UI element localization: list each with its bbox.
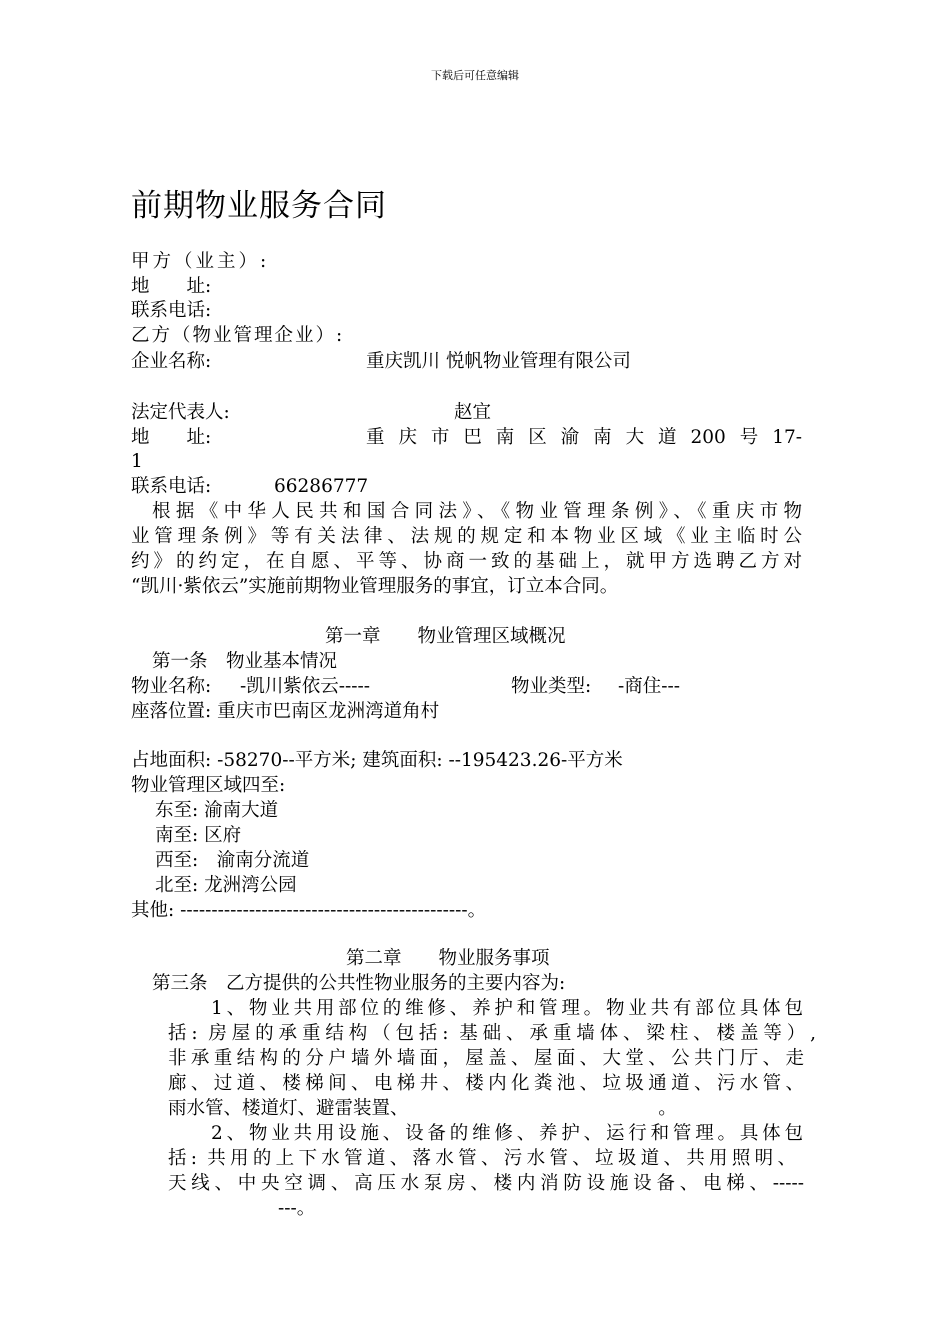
- article-3-heading: 第三条 乙方提供的公共性物业服务的主要内容为:: [152, 973, 566, 994]
- party-b-address-label: 地 址:: [131, 427, 212, 448]
- preamble-line: 约》的约定，在自愿、平等、协商一致的基础上，就甲方选聘乙方对: [131, 551, 802, 572]
- property-name-label: 物业名称:: [131, 676, 212, 697]
- boundary-south: 南至: 区府: [155, 825, 242, 846]
- party-b-label: 乙方（物业管理企业）:: [131, 325, 345, 346]
- legal-rep-label: 法定代表人:: [131, 402, 230, 423]
- legal-rep-value: 赵宜: [454, 402, 492, 423]
- party-b-phone-label: 联系电话:: [131, 476, 212, 497]
- page-header: 下载后可任意编辑: [431, 69, 519, 82]
- party-b-address-value: 重庆市巴南区渝南大道200号17-: [366, 427, 802, 448]
- property-type-value: -商住---: [618, 676, 681, 697]
- preamble-line: “凯川·紫依云”实施前期物业管理服务的事宜，订立本合同。: [131, 576, 619, 597]
- boundary-north: 北至: 龙洲湾公园: [155, 875, 297, 896]
- company-name-label: 企业名称:: [131, 351, 212, 372]
- item-1-line: 括: 房屋的承重结构（包括: 基础、承重墙体、梁柱、楼盖等）,: [168, 1023, 816, 1044]
- item-2-line: 括: 共用的上下水管道、落水管、污水管、垃圾道、共用照明、: [168, 1148, 796, 1169]
- property-name-value: -凯川紫依云-----: [240, 676, 371, 697]
- company-name-value: 重庆凯川 悦帆物业管理有限公司: [366, 351, 631, 372]
- boundary-west: 西至: 渝南分流道: [155, 850, 310, 871]
- boundaries-label: 物业管理区域四至:: [131, 775, 286, 796]
- preamble-line: 根据《中华人民共和国合同法》、《物业管理条例》、《重庆市物: [152, 501, 802, 522]
- property-area: 占地面积: -58270--平方米; 建筑面积: --195423.26-平方米: [131, 750, 623, 771]
- party-a-label: 甲方（业主）:: [131, 251, 270, 272]
- item-1-line: 非承重结构的分户墙外墙面，屋盖、屋面、大堂、公共门厅、走: [168, 1048, 804, 1069]
- boundary-east: 东至: 渝南大道: [155, 800, 279, 821]
- item-2-line: ---。: [278, 1198, 316, 1219]
- party-a-address-label: 地 址:: [131, 276, 212, 297]
- property-type-label: 物业类型:: [511, 676, 592, 697]
- preamble-line: 业管理条例》等有关法律、法规的规定和本物业区域《业主临时公: [131, 526, 802, 547]
- party-a-phone-label: 联系电话:: [131, 300, 212, 321]
- chapter-2-heading: 第二章 物业服务事项: [346, 948, 550, 969]
- property-location: 座落位置: 重庆市巴南区龙洲湾道角村: [131, 701, 440, 722]
- chapter-1-heading: 第一章 物业管理区域概况: [325, 626, 566, 647]
- party-b-address-cont: 1: [131, 451, 143, 472]
- item-2-line: 2、物业共用设施、设备的维修、养护、运行和管理。具体包: [211, 1123, 803, 1144]
- item-1-line: 廊、过道、楼梯间、电梯井、楼内化粪池、垃圾通道、污水管、: [168, 1073, 804, 1094]
- boundary-other: 其他: ----------------------------------------------。: [131, 900, 487, 921]
- item-1-line: 1、物业共用部位的维修、养护和管理。物业共有部位具体包: [211, 998, 803, 1019]
- item-2-line: 天线、中央空调、高压水泵房、楼内消防设施设备、电梯、-----: [168, 1173, 804, 1194]
- item-1-line: 雨水管、楼道灯、避雷装置、 。: [168, 1098, 677, 1119]
- document-title: 前期物业服务合同: [131, 188, 387, 224]
- party-b-phone-value: 66286777: [274, 476, 369, 497]
- article-1-heading: 第一条 物业基本情况: [152, 651, 338, 672]
